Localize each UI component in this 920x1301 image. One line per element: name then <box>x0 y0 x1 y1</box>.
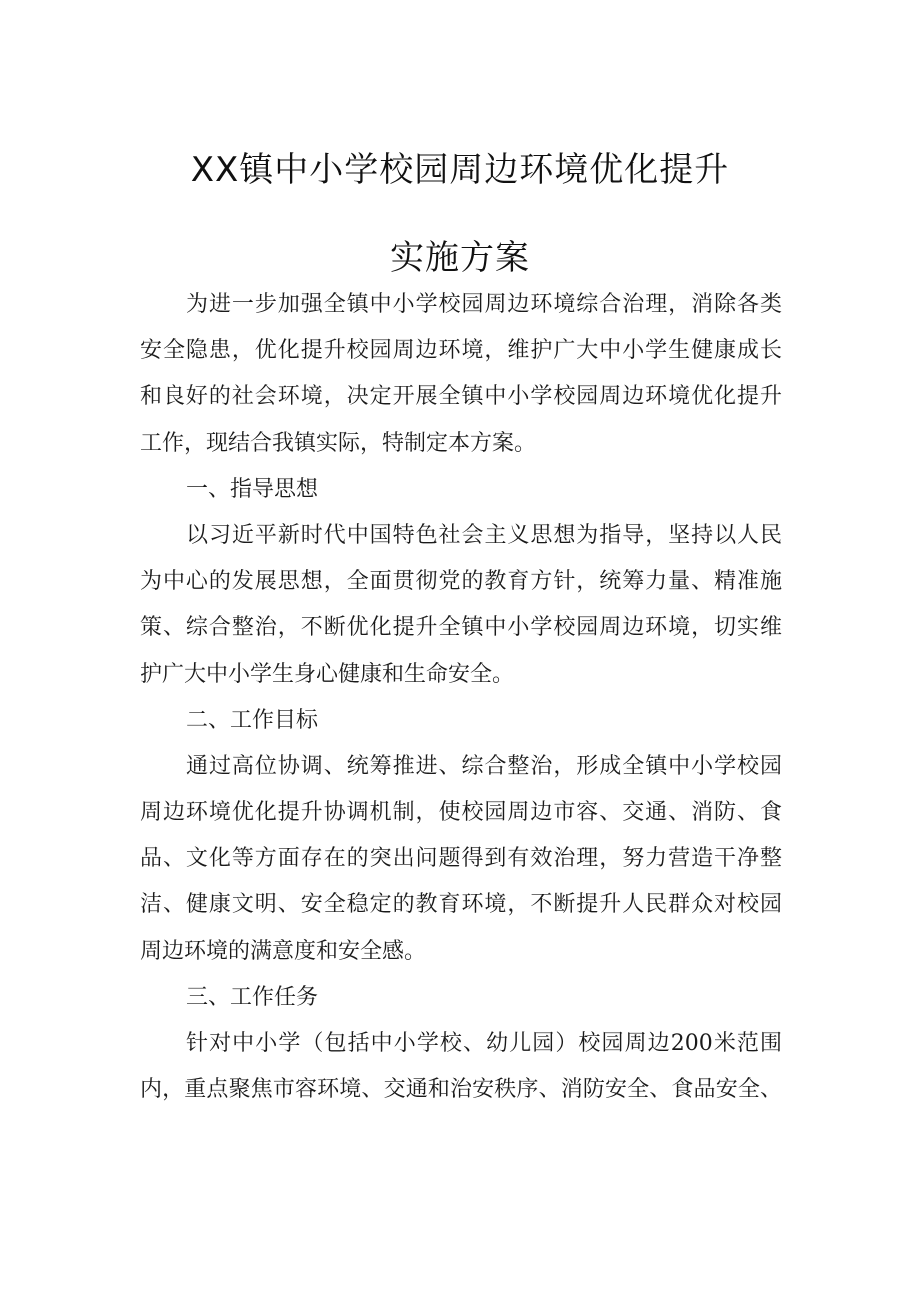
text-line: 以习近平新时代中国特色社会主义思想为指导，坚持以人民 <box>186 522 782 548</box>
section-heading-work-tasks: 三、工作任务 <box>186 984 319 1010</box>
text-line: 策、综合整治，不断优化提升全镇中小学校园周边环境，切实维 <box>140 615 782 641</box>
text-line: 为进一步加强全镇中小学校园周边环境综合治理，消除各类 <box>186 292 782 317</box>
text-line: 针对中小学（包括中小学校、幼儿园）校园周边200米范围 <box>186 1031 782 1056</box>
section-3-paragraph <box>140 1021 782 1113</box>
text-line: 和良好的社会环境，决定开展全镇中小学校园周边环境优化提升 <box>140 384 782 410</box>
section-heading-work-goals: 二、工作目标 <box>186 707 319 733</box>
section-heading-guiding-ideology: 一、指导思想 <box>186 476 319 502</box>
text-line: 周边环境的满意度和安全感。 <box>140 938 427 964</box>
section-2-paragraph <box>140 744 782 975</box>
text-line: 护广大中小学生身心健康和生命安全。 <box>140 661 515 687</box>
text-line: 洁、健康文明、安全稳定的教育环境，不断提升人民群众对校园 <box>140 892 782 918</box>
text-line: 周边环境优化提升协调机制，使校园周边市容、交通、消防、食 <box>140 800 782 826</box>
text-line: 安全隐患，优化提升校园周边环境，维护广大中小学生健康成长 <box>140 338 782 364</box>
intro-paragraph <box>140 282 782 467</box>
document-body <box>140 282 782 1113</box>
document-title-line-1: XX镇中小学校园周边环境优化提升 <box>190 150 730 190</box>
text-line: 工作，现结合我镇实际，特制定本方案。 <box>140 430 537 456</box>
document-title-line-2: 实施方案 <box>390 238 530 278</box>
section-1-paragraph <box>140 513 782 698</box>
text-line: 品、文化等方面存在的突出问题得到有效治理，努力营造干净整 <box>140 846 782 872</box>
text-line: 通过高位协调、统筹推进、综合整治，形成全镇中小学校园 <box>186 753 782 779</box>
text-line: 为中心的发展思想，全面贯彻党的教育方针，统筹力量、精准施 <box>140 569 782 595</box>
text-line: 内，重点聚焦市容环境、交通和治安秩序、消防安全、食品安全、 <box>140 1077 782 1103</box>
